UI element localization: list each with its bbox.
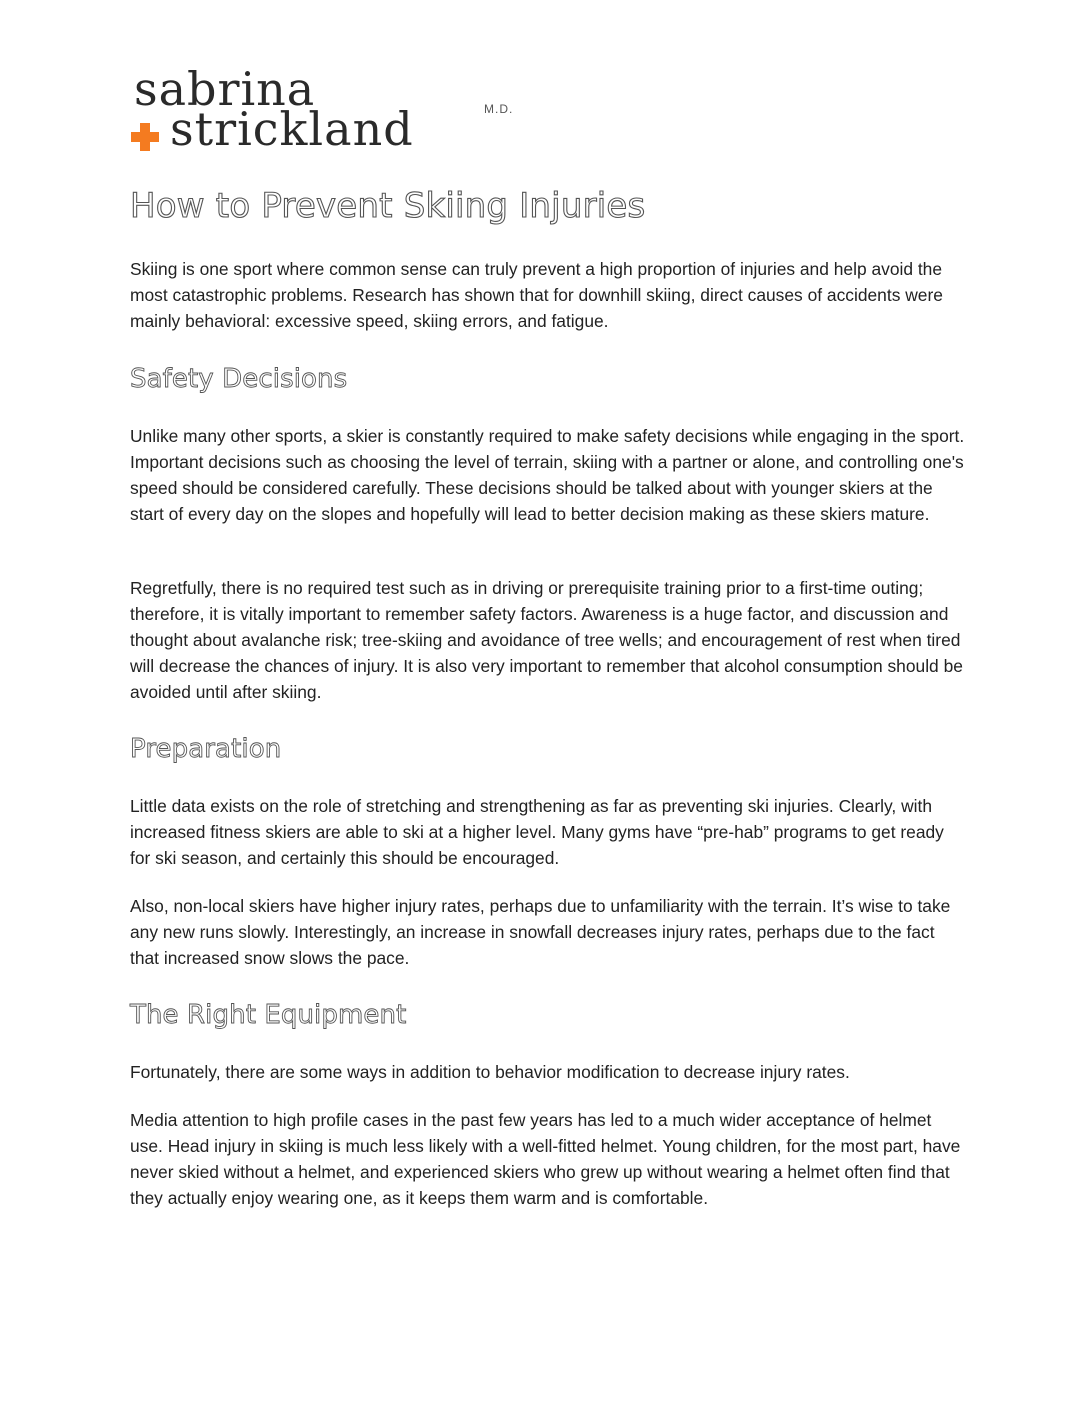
intro-paragraph: Skiing is one sport where common sense can truly prevent a high proportion of injuries and help avoid the most catastrophic problems. Research has shown that for downhill skiing, direct causes of accidents were mainly behavioral: excessive speed, skiing errors, and fatigue. <box>130 259 943 331</box>
equipment-paragraph-2: Media attention to high profile cases in the past few years has led to a much wider acceptance of helmet use. Head injury in skiing is much less likely with a well-fitted helmet. Young children, for the most part, have never skied without a helmet, and experienced skiers who grew up without wearing a helmet often find that they actually enjoy wearing one, as it keeps them warm and is comfortable. <box>130 1110 961 1208</box>
logo-last-name: strickland <box>170 102 414 156</box>
safety-paragraph-2: Regretfully, there is no required test such as in driving or prerequisite training prior to a first-time outing; therefore, it is vitally important to remember safety factors. Awareness is a huge factor, and discussion and thought about avalanche risk; tree-skiing and avoidance of tree wells; and encouragement of rest when tired will decrease the chances of injury. It is also very important to remember that alcohol consumption should be avoided until after skiing. <box>130 578 963 702</box>
section-heading-safety-decisions: Safety Decisions <box>130 364 348 394</box>
safety-paragraph-1: Unlike many other sports, a skier is constantly required to make safety decisions while engaging in the sport. Important decisions such as choosing the level of terrain, skiing with a partner or alone, and controlling one's speed should be considered carefully. These decisions should be talked about with younger skiers at the start of every day on the slopes and hopefully will lead to better decision making as these skiers mature. <box>130 426 965 524</box>
section-heading-preparation: Preparation <box>130 734 282 764</box>
page-title: How to Prevent Skiing Injuries <box>130 186 646 226</box>
logo-suffix: M.D. <box>484 102 514 116</box>
equipment-paragraph-1: Fortunately, there are some ways in addition to behavior modification to decrease injury rates. <box>130 1062 850 1082</box>
section-heading-right-equipment: The Right Equipment <box>130 1000 407 1030</box>
medical-cross-icon <box>130 122 160 152</box>
preparation-paragraph-1: Little data exists on the role of stretching and strengthening as far as preventing ski injuries. Clearly, with increased fitness skiers are able to ski at a higher level. Many gyms have “pre-hab” programs to get ready for ski season, and certainly this should be encouraged. <box>130 796 944 868</box>
logo <box>128 62 528 166</box>
logo-first-name: sabrina <box>134 62 316 116</box>
preparation-paragraph-2: Also, non-local skiers have higher injury rates, perhaps due to unfamiliarity with the terrain. It’s wise to take any new runs slowly. Interestingly, an increase in snowfall decreases injury rates, perhaps due to the fact that increased snow slows the pace. <box>130 896 951 968</box>
